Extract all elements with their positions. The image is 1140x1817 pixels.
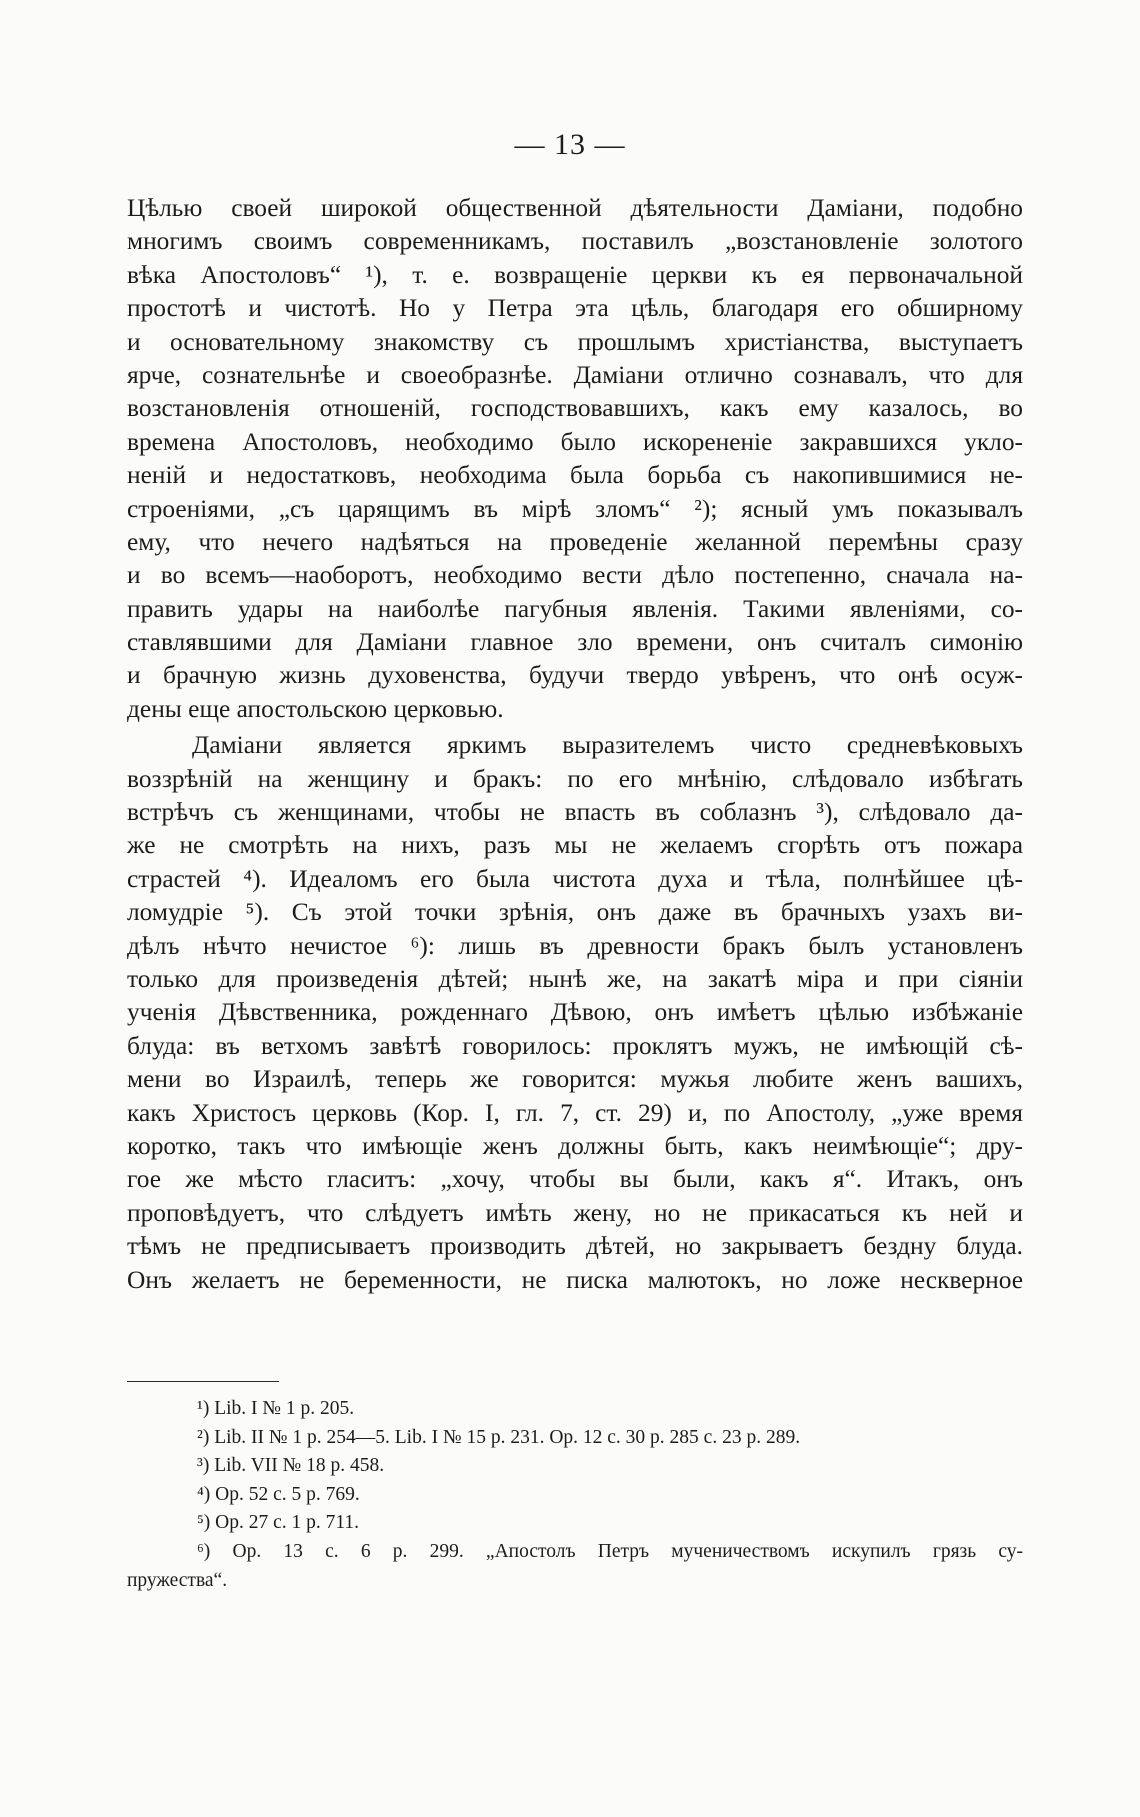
- text-line: Онъ желаетъ не беременности, не писка малютокъ, но ложе нескверное: [127, 1265, 1023, 1294]
- footnote-6: ⁶) Op. 13 c. 6 p. 299. „Апостолъ Петръ мученичествомъ искупилъ грязь су-: [197, 1540, 1023, 1562]
- footnote-4: ⁴) Op. 52 c. 5 p. 769.: [197, 1483, 360, 1505]
- text-line: и брачную жизнь духовенства, будучи твердо увѣренъ, что онѣ осуж-: [127, 661, 1023, 690]
- footnote-1: ¹) Lib. I № 1 p. 205.: [197, 1398, 355, 1419]
- text-line: править удары на наиболѣе пагубныя явленія. Такими явленіями, со-: [127, 594, 1023, 623]
- text-line: времена Апостоловъ, необходимо было искорененіе закравшихся укло-: [127, 427, 1023, 456]
- text-line: возстановленія отношеній, господствовавшихъ, какъ ему казалось, во: [127, 394, 1023, 423]
- text-line: страстей ⁴). Идеаломъ его была чистота духа и тѣла, полнѣйшее цѣ-: [127, 864, 1023, 893]
- page-number: — 13 —: [514, 128, 626, 161]
- text-line: Цѣлью своей широкой общественной дѣятельности Даміани, подобно: [127, 194, 1023, 222]
- footnote-2: ²) Lib. II № 1 p. 254—5. Lib. I № 15 p. 231. Op. 12 c. 30 p. 285 c. 23 p. 289.: [197, 1426, 801, 1448]
- text-line: проповѣдуетъ, что слѣдуетъ имѣть жену, но не прикасаться къ ней и: [127, 1198, 1023, 1227]
- text-line: неній и недостатковъ, необходима была борьба съ накопившимися не-: [127, 461, 1023, 490]
- text-line: ставлявшими для Даміани главное зло времени, онъ считалъ симонію: [127, 628, 1023, 657]
- text-line: воззрѣній на женщину и бракъ: по его мнѣнію, слѣдовало избѣгать: [127, 764, 1023, 793]
- text-line: ученія Дѣвственника, рожденнаго Дѣвою, онъ имѣетъ цѣлью избѣжаніе: [127, 998, 1023, 1027]
- footnote-5: ⁵) Op. 27 c. 1 p. 711.: [197, 1512, 360, 1534]
- footnote-6-continuation: пружества“.: [127, 1569, 228, 1591]
- text-line: какъ Христосъ церковь (Кор. I, гл. 7, ст. 29) и, по Апостолу, „уже время: [127, 1098, 1023, 1127]
- text-line: вѣка Апостоловъ“ ¹), т. е. возвращеніе церкви къ ея первоначальной: [127, 260, 1023, 289]
- text-line: многимъ своимъ современникамъ, поставилъ „возстановленіе золотого: [127, 227, 1023, 256]
- text-line: только для произведенія дѣтей; нынѣ же, на закатѣ міра и при сіяніи: [127, 964, 1023, 993]
- text-line: мени во Израилѣ, теперь же говорится: мужья любите женъ вашихъ,: [127, 1065, 1023, 1094]
- footnote-divider: [127, 1381, 279, 1382]
- text-line: ломудріе ⁵). Съ этой точки зрѣнія, онъ даже въ брачныхъ узахъ ви-: [127, 898, 1023, 927]
- text-line: же не смотрѣть на нихъ, разъ мы не желаемъ сгорѣть отъ пожара: [127, 831, 1023, 860]
- text-line: коротко, такъ что имѣющіе женъ должны быть, какъ неимѣющіе“; дру-: [127, 1131, 1023, 1160]
- text-line: дѣлъ нѣчто нечистое ⁶): лишь въ древности бракъ былъ установленъ: [127, 931, 1023, 960]
- text-line: ярче, сознательнѣе и своеобразнѣе. Даміани отлично сознавалъ, что для: [127, 360, 1023, 389]
- text-line: тѣмъ не предписываетъ производить дѣтей, но закрываетъ бездну блуда.: [127, 1232, 1023, 1261]
- footnotes: [127, 1395, 1023, 1595]
- text-line: гое же мѣсто гласитъ: „хочу, чтобы вы были, какъ я“. Итакъ, онъ: [127, 1165, 1023, 1194]
- text-line: и основательному знакомству съ прошлымъ христіанства, выступаетъ: [127, 327, 1023, 356]
- text-line: простотѣ и чистотѣ. Но у Петра эта цѣль, благодаря его обширному: [127, 294, 1023, 323]
- text-line: встрѣчъ съ женщинами, чтобы не впасть въ соблазнъ ³), слѣдовало да-: [127, 798, 1023, 827]
- text-line: строеніями, „съ царящимъ въ мірѣ зломъ“ ²); ясный умъ показывалъ: [127, 494, 1023, 523]
- footnote-3: ³) Lib. VII № 18 p. 458.: [197, 1455, 385, 1477]
- text-line: ему, что нечего надѣяться на проведеніе желанной перемѣны сразу: [127, 527, 1023, 556]
- text-line: Даміани является яркимъ выразителемъ чисто средневѣковыхъ: [192, 731, 1023, 760]
- text-line: и во всемъ—наоборотъ, необходимо вести дѣло постепенно, сначала на-: [127, 561, 1023, 590]
- main-text: [127, 192, 1023, 1297]
- text-line: дены еще апостольскою церковью.: [127, 694, 504, 723]
- text-line: блуда: въ ветхомъ завѣтѣ говорилось: проклятъ мужъ, не имѣющій сѣ-: [127, 1031, 1023, 1060]
